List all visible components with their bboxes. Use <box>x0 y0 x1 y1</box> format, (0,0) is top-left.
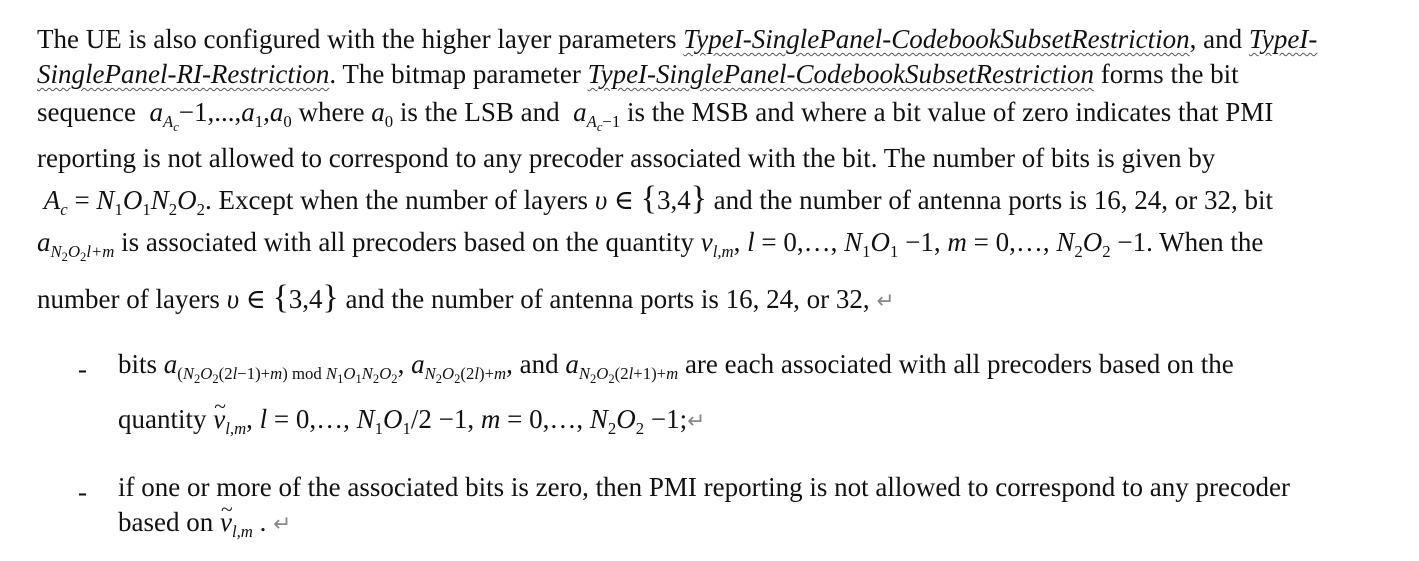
bit-count-equation: $A_c = N_1O_1N_2O_2$ <box>37 185 205 219</box>
para-line-3: sequence $a_{A_c}-1,...,a_1,a_0$ where $a_0$ is the LSB and $a_{A_c-1}$ is the MSB and where a bit value of zero indicates that PMI <box>37 97 1274 134</box>
para-line-2: SinglePanel-RI-Restriction. The bitmap parameter TypeI-SinglePanel-CodebookSubsetRestriction forms the bit <box>37 59 1239 89</box>
para-line-5: $A_c = N_1O_1N_2O_2$. Except when the number of layers υ ∈ {3,4} and the number of antenna ports is 16, 24, or 32, bit <box>37 180 1274 219</box>
bullet-1-line-1: bits $a_{(N_2O_2(2l-1)+m) mod N_1O_1N_2O_2}$, $a_{N_2O_2(2l)+m}$, and $a_{N_2O_2(2l+1)+m}$ are each associated with all precoders based on the <box>118 349 1234 386</box>
paragraph-mark: ↵ <box>876 289 895 314</box>
bullet-dash: - <box>78 477 87 507</box>
bullet-dash: - <box>78 354 87 384</box>
bit-sequence-math: $a_{A_c}-1,...,a_1,a_0$ <box>142 97 292 134</box>
paragraph-mark: ↵ <box>687 409 706 434</box>
param-codebook-subset-restriction-2: TypeI-SinglePanel-CodebookSubsetRestriction <box>587 59 1094 89</box>
param-ri-restriction-part2: SinglePanel-RI-Restriction <box>37 59 330 89</box>
bullet-1-line-2: quantity ~ $v_{l,m}$, l = 0,…, $N_1O_1/2 -1$, m = 0,…, $N_2O_2$ −1;↵ <box>118 406 705 438</box>
para-line-6: $a_{N_2O_2l+m}$ is associated with all precoders based on the quantity $v_{l,m}$, l = 0,…, $N_1O_1 -1$, m = 0,…, $N_2O_2 -1$. When the <box>37 227 1264 264</box>
bullet-2-line-1: if one or more of the associated bits is zero, then PMI reporting is not allowed to correspond to any precoder <box>118 472 1290 502</box>
paragraph-mark: ↵ <box>273 512 292 537</box>
param-codebook-subset-restriction: TypeI-SinglePanel-CodebookSubsetRestriction <box>683 24 1190 54</box>
para-line-7: number of layers υ ∈ {3,4} and the number of antenna ports is 16, 24, or 32, ↵ <box>37 279 895 316</box>
para-line-1: The UE is also configured with the higher layer parameters TypeI-SinglePanel-CodebookSubsetRestriction, and TypeI- <box>37 24 1318 54</box>
para-line-4: reporting is not allowed to correspond to any precoder associated with the bit. The number of bits is given by <box>37 143 1216 173</box>
param-ri-restriction-part1: TypeI- <box>1248 24 1318 54</box>
bullet-2-line-2: based on ~ $v_{l,m}$ . ↵ <box>118 509 291 541</box>
